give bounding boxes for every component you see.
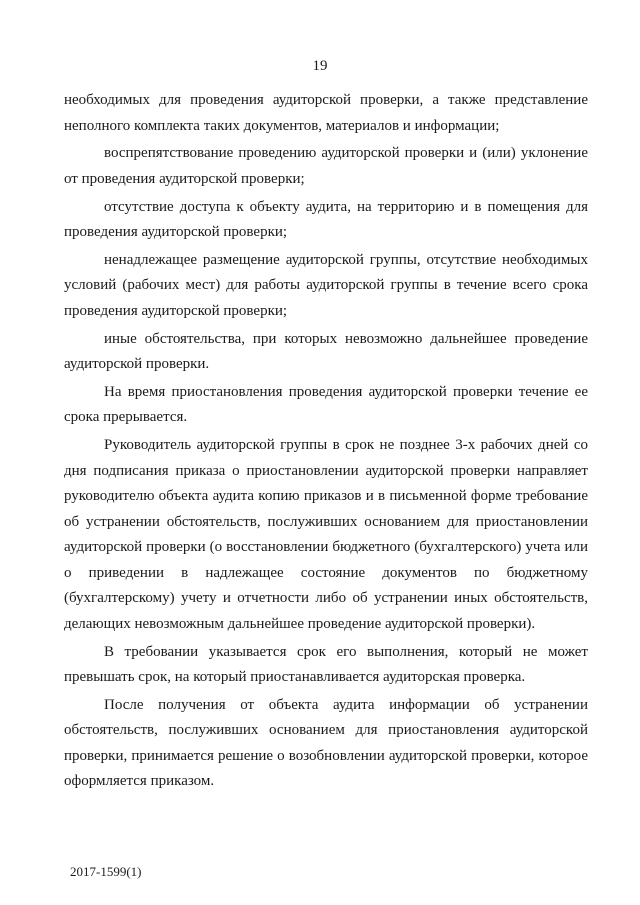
paragraph-resumption-decision: После получения от объекта аудита информации об устранении обстоятельств, послуживших основанием для приостановления аудиторской проверки, принимается решение о возобновлении аудиторской проверки, которое оформляется приказом.	[64, 696, 588, 790]
page-number: 19	[312, 58, 328, 74]
paragraph-requirement-deadline: В требовании указывается срок его выполнения, который не может превышать срок, на который приостанавливается аудиторская проверка.	[64, 643, 588, 686]
paragraph-continuation: необходимых для проведения аудиторской проверки, а также представление неполного комплекта таких документов, материалов и информации;	[64, 92, 588, 134]
paragraph-term-interrupted: На время приостановления проведения аудиторской проверки течение ее срока прерывается.	[64, 383, 588, 426]
paragraph-other-circumstances: иные обстоятельства, при которых невозможно дальнейшее проведение аудиторской проверки.	[64, 330, 588, 373]
paragraph-group-leader-duties: Руководитель аудиторской группы в срок не позднее 3-х рабочих дней со дня подписания приказа о приостановлении аудиторской проверки направляет руководителю объекта аудита копию приказов и в письменной форме требование об устранении обстоятельств, послуживших основанием для приостановлении аудиторской проверки (о восстановлении бюджетного (бухгалтерского) учета или о приведении в надлежащее состояние документов по бюджетному (бухгалтерскому) учету и отчетности либо об устранении иных обстоятельств, делающих невозможным дальнейшее проведение аудиторской проверки).	[64, 437, 588, 632]
paragraph-no-access: отсутствие доступа к объекту аудита, на территорию и в помещения для проведения аудиторской проверки;	[64, 198, 588, 241]
paragraph-improper-placement: ненадлежащее размещение аудиторской группы, отсутствие необходимых условий (рабочих мест) для работы аудиторской группы в течение всего срока проведения аудиторской проверки;	[64, 251, 588, 319]
document-body	[64, 88, 588, 795]
document-code: 2017-1599(1)	[70, 864, 142, 879]
paragraph-obstruction: воспрепятствование проведению аудиторской проверки и (или) уклонение от проведения аудиторской проверки;	[64, 145, 588, 187]
